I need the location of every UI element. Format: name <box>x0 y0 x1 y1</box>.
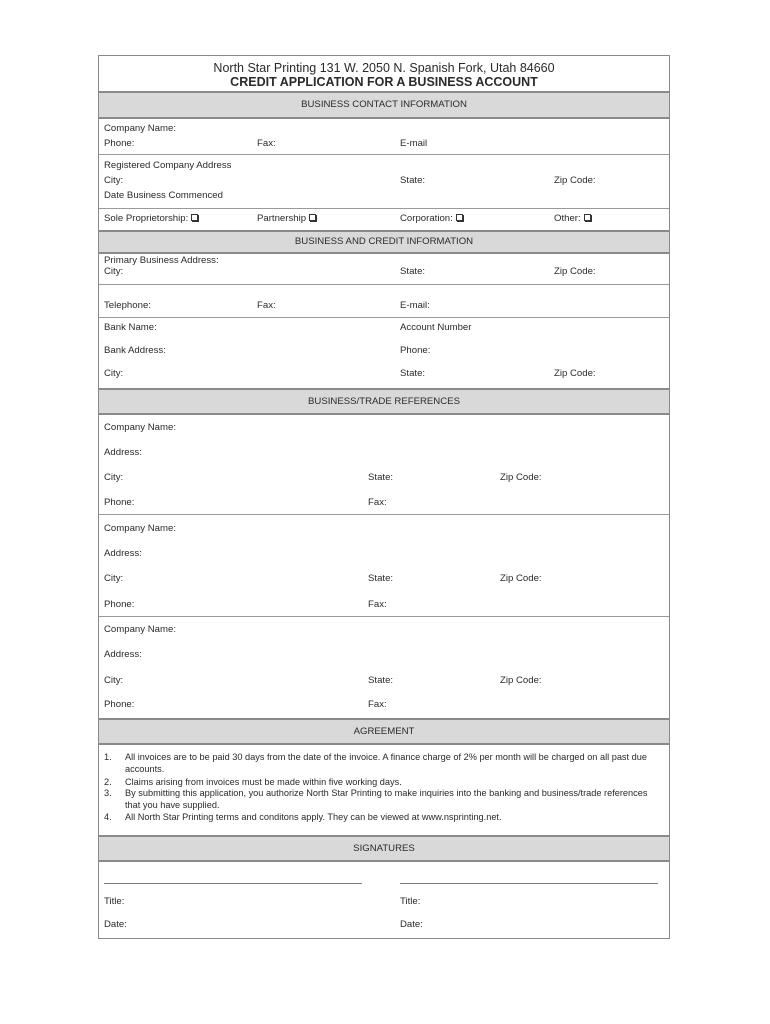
ref1-company-name-label: Company Name: <box>104 422 176 433</box>
ref1-fax-label: Fax: <box>368 497 387 508</box>
agreement-item-number: 3. <box>104 788 112 798</box>
agreement-item <box>104 788 664 812</box>
contact-zip-label: Zip Code: <box>554 175 596 186</box>
ref3-zip-label: Zip Code: <box>500 675 542 686</box>
sig-right-title-label: Title: <box>400 896 421 907</box>
bank-city-label: City: <box>104 368 124 379</box>
divider <box>99 514 669 515</box>
contact-company-name-label: Company Name: <box>104 123 176 134</box>
agreement-item-number: 4. <box>104 812 112 822</box>
other-label: Other: <box>554 213 581 224</box>
agreement-item-number: 2. <box>104 777 112 787</box>
corporation-option[interactable] <box>400 213 463 225</box>
signature-line-right[interactable] <box>400 883 658 884</box>
bank-name-label: Bank Name: <box>104 322 157 333</box>
divider <box>99 284 669 285</box>
agreement-item-number: 1. <box>104 752 112 762</box>
section-header-references: BUSINESS/TRADE REFERENCES <box>99 388 669 415</box>
ref1-city-label: City: <box>104 472 124 483</box>
section-header-credit: BUSINESS AND CREDIT INFORMATION <box>99 230 669 254</box>
account-number-label: Account Number <box>400 322 472 333</box>
other-option[interactable] <box>554 213 591 225</box>
bank-address-label: Bank Address: <box>104 345 166 356</box>
date-commenced-label: Date Business Commenced <box>104 190 223 201</box>
credit-zip-label: Zip Code: <box>554 266 596 277</box>
section-header-contact: BUSINESS CONTACT INFORMATION <box>99 91 669 119</box>
partnership-checkbox[interactable] <box>309 214 316 221</box>
ref3-fax-label: Fax: <box>368 699 387 710</box>
other-checkbox[interactable] <box>584 214 591 221</box>
credit-telephone-label: Telephone: <box>104 300 151 311</box>
ref1-phone-label: Phone: <box>104 497 135 508</box>
contact-phone-label: Phone: <box>104 138 135 149</box>
credit-city-label: City: <box>104 266 124 277</box>
contact-state-label: State: <box>400 175 426 186</box>
ref2-company-name-label: Company Name: <box>104 523 176 534</box>
section-header-signatures: SIGNATURES <box>99 835 669 862</box>
agreement-item-text: Claims arising from invoices must be made within five working days. <box>125 777 402 787</box>
agreement-item <box>104 752 664 776</box>
sole-proprietorship-option[interactable] <box>104 213 198 225</box>
credit-state-label: State: <box>400 266 426 277</box>
bank-zip-label: Zip Code: <box>554 368 596 379</box>
ref3-phone-label: Phone: <box>104 699 135 710</box>
ref3-address-label: Address: <box>104 649 142 660</box>
ref1-address-label: Address: <box>104 447 142 458</box>
form-title: CREDIT APPLICATION FOR A BUSINESS ACCOUNT <box>230 75 538 89</box>
credit-fax-label: Fax: <box>257 300 276 311</box>
credit-application-form <box>98 55 670 939</box>
sig-right-date-label: Date: <box>400 919 423 930</box>
credit-email-label: E-mail: <box>400 300 430 311</box>
agreement-item-text: All North Star Printing terms and conditons apply. They can be viewed at www.nsprinting.net. <box>125 812 502 822</box>
sole-proprietorship-label: Sole Proprietorship: <box>104 213 189 224</box>
ref1-zip-label: Zip Code: <box>500 472 542 483</box>
corporation-checkbox[interactable] <box>456 214 463 221</box>
ref3-state-label: State: <box>368 675 394 686</box>
sig-left-title-label: Title: <box>104 896 125 907</box>
divider <box>99 616 669 617</box>
contact-fax-label: Fax: <box>257 138 276 149</box>
ref3-company-name-label: Company Name: <box>104 624 176 635</box>
ref2-city-label: City: <box>104 573 124 584</box>
sole-proprietorship-checkbox[interactable] <box>191 214 198 221</box>
bank-phone-label: Phone: <box>400 345 431 356</box>
partnership-label: Partnership <box>257 213 307 224</box>
bank-state-label: State: <box>400 368 426 379</box>
company-address-line: North Star Printing 131 W. 2050 N. Spanish Fork, Utah 84660 <box>213 61 555 75</box>
sig-left-date-label: Date: <box>104 919 127 930</box>
agreement-item-text: All invoices are to be paid 30 days from the date of the invoice. A finance charge of 2% per month will be charged on all past due accounts. <box>125 752 647 774</box>
contact-city-label: City: <box>104 175 124 186</box>
ref1-state-label: State: <box>368 472 394 483</box>
divider <box>99 317 669 318</box>
registered-address-label: Registered Company Address <box>104 160 232 171</box>
contact-email-label: E-mail <box>400 138 428 149</box>
ref2-fax-label: Fax: <box>368 599 387 610</box>
ref2-zip-label: Zip Code: <box>500 573 542 584</box>
corporation-label: Corporation: <box>400 213 453 224</box>
divider <box>99 208 669 209</box>
ref3-city-label: City: <box>104 675 124 686</box>
ref2-address-label: Address: <box>104 548 142 559</box>
partnership-option[interactable] <box>257 213 316 225</box>
ref2-state-label: State: <box>368 573 394 584</box>
divider <box>99 154 669 155</box>
signature-line-left[interactable] <box>104 883 362 884</box>
primary-address-label: Primary Business Address: <box>104 255 219 266</box>
agreement-item-text: By submitting this application, you authorize North Star Printing to make inquiries into the banking and business/trade references that you have supplied. <box>125 788 648 810</box>
agreement-item <box>104 812 664 824</box>
section-header-agreement: AGREEMENT <box>99 718 669 745</box>
ref2-phone-label: Phone: <box>104 599 135 610</box>
